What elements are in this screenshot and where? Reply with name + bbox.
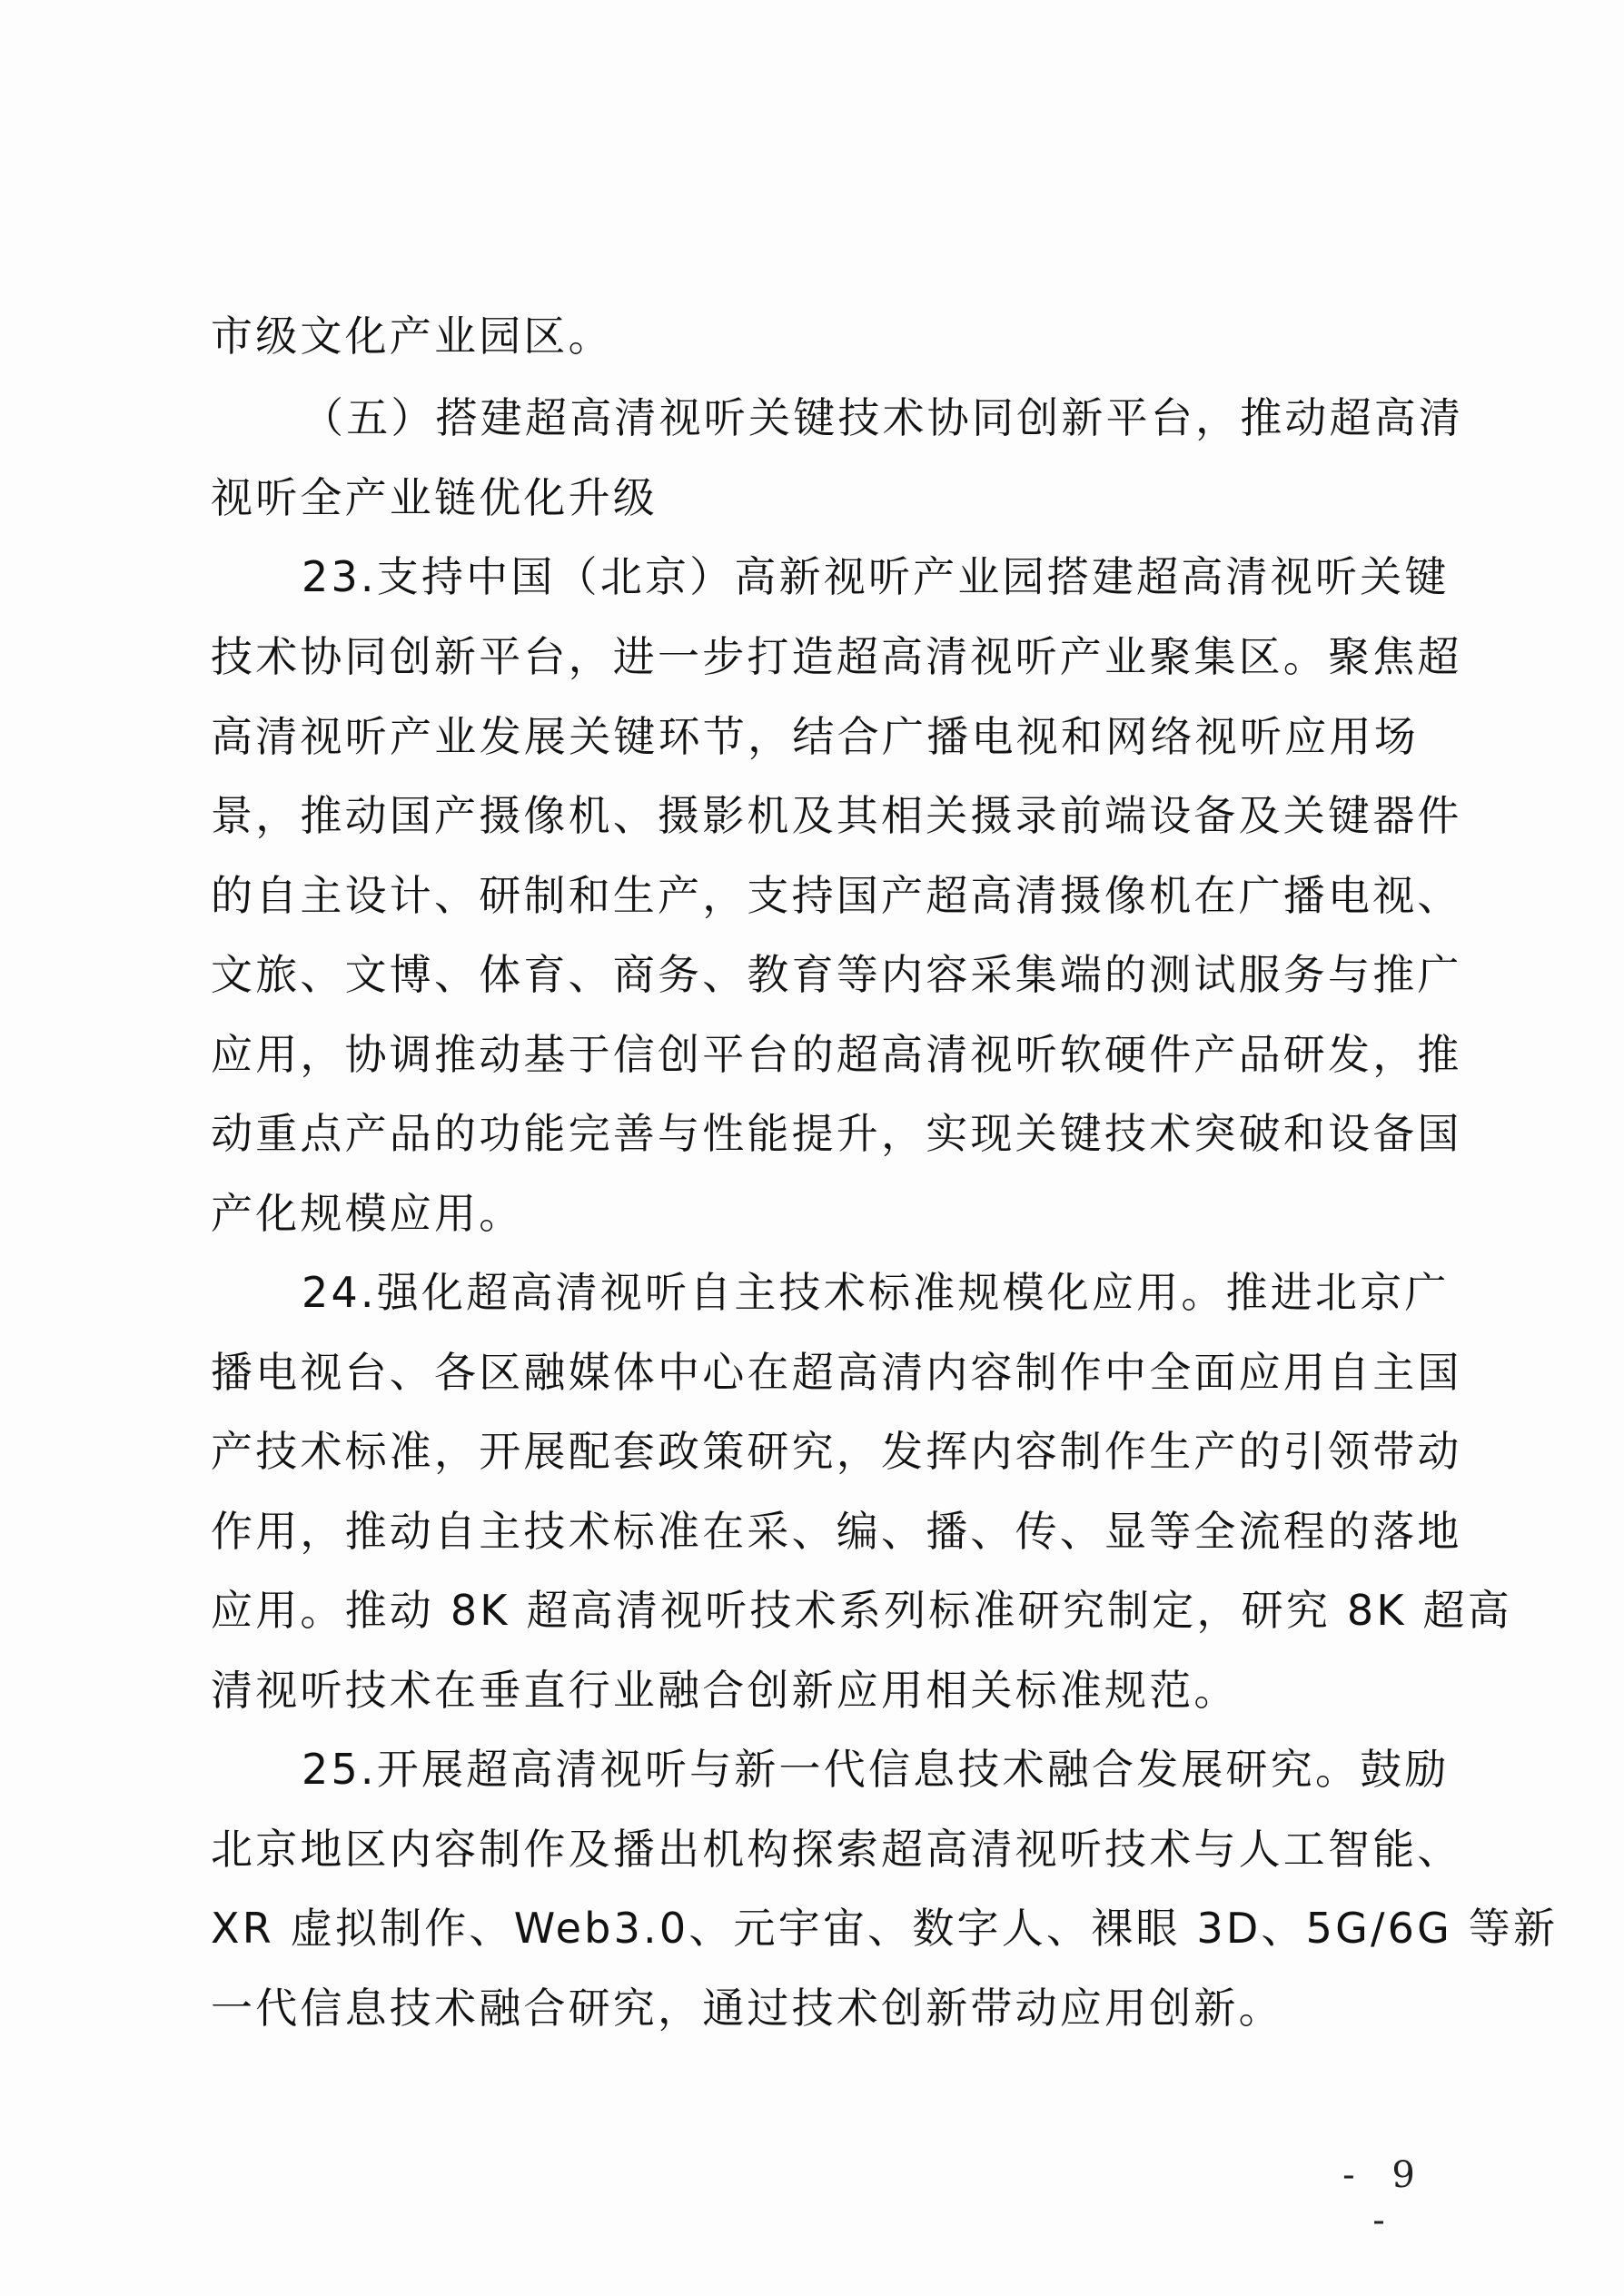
body-text-line: 市级文化产业园区。 xyxy=(211,312,613,361)
paragraph-24-line: 作用，推动自主技术标准在采、编、播、传、显等全流程的落地 xyxy=(211,1507,1462,1556)
paragraph-24-line: 24.强化超高清视听自主技术标准规模化应用。推进北京广 xyxy=(302,1268,1450,1317)
paragraph-23-line: 景，推动国产摄像机、摄影机及其相关摄录前端设备及关键器件 xyxy=(211,791,1462,840)
paragraph-23-line: 动重点产品的功能完善与性能提升，实现关键技术突破和设备国 xyxy=(211,1109,1462,1158)
paragraph-25-line: XR 虚拟制作、Web3.0、元宇宙、数字人、裸眼 3D、5G/6G 等新 xyxy=(211,1904,1559,1953)
paragraph-25-line: 一代信息技术融合研究，通过技术创新带动应用创新。 xyxy=(211,1984,1283,2033)
paragraph-23-line: 23.支持中国（北京）高新视听产业园搭建超高清视听关键 xyxy=(302,552,1450,601)
paragraph-25-line: 25.开展超高清视听与新一代信息技术融合发展研究。鼓励 xyxy=(302,1745,1450,1794)
paragraph-24-line: 产技术标准，开展配套政策研究，发挥内容制作生产的引领带动 xyxy=(211,1427,1462,1476)
page-number: - 9 - xyxy=(1342,2154,1428,2242)
paragraph-23-line: 的自主设计、研制和生产，支持国产超高清摄像机在广播电视、 xyxy=(211,871,1462,920)
paragraph-24-line: 应用。推动 8K 超高清视听技术系列标准研究制定，研究 8K 超高 xyxy=(211,1586,1512,1635)
paragraph-23-line: 高清视听产业发展关键环节，结合广播电视和网络视听应用场 xyxy=(211,712,1419,761)
paragraph-23-line: 文旅、文博、体育、商务、教育等内容采集端的测试服务与推广 xyxy=(211,950,1462,999)
paragraph-25-line: 北京地区内容制作及播出机构探索超高清视听技术与人工智能、 xyxy=(211,1825,1462,1874)
section-heading-line: 视听全产业链优化升级 xyxy=(211,473,658,522)
paragraph-23-line: 应用，协调推动基于信创平台的超高清视听软硬件产品研发，推 xyxy=(211,1030,1462,1079)
paragraph-23-line: 产化规模应用。 xyxy=(211,1189,524,1238)
paragraph-23-line: 技术协同创新平台，进一步打造超高清视听产业聚集区。聚焦超 xyxy=(211,632,1462,681)
paragraph-24-line: 清视听技术在垂直行业融合创新应用相关标准规范。 xyxy=(211,1666,1239,1715)
section-heading-line: （五）搭建超高清视听关键技术协同创新平台，推动超高清 xyxy=(302,393,1464,442)
paragraph-24-line: 播电视台、各区融媒体中心在超高清内容制作中全面应用自主国 xyxy=(211,1348,1462,1397)
